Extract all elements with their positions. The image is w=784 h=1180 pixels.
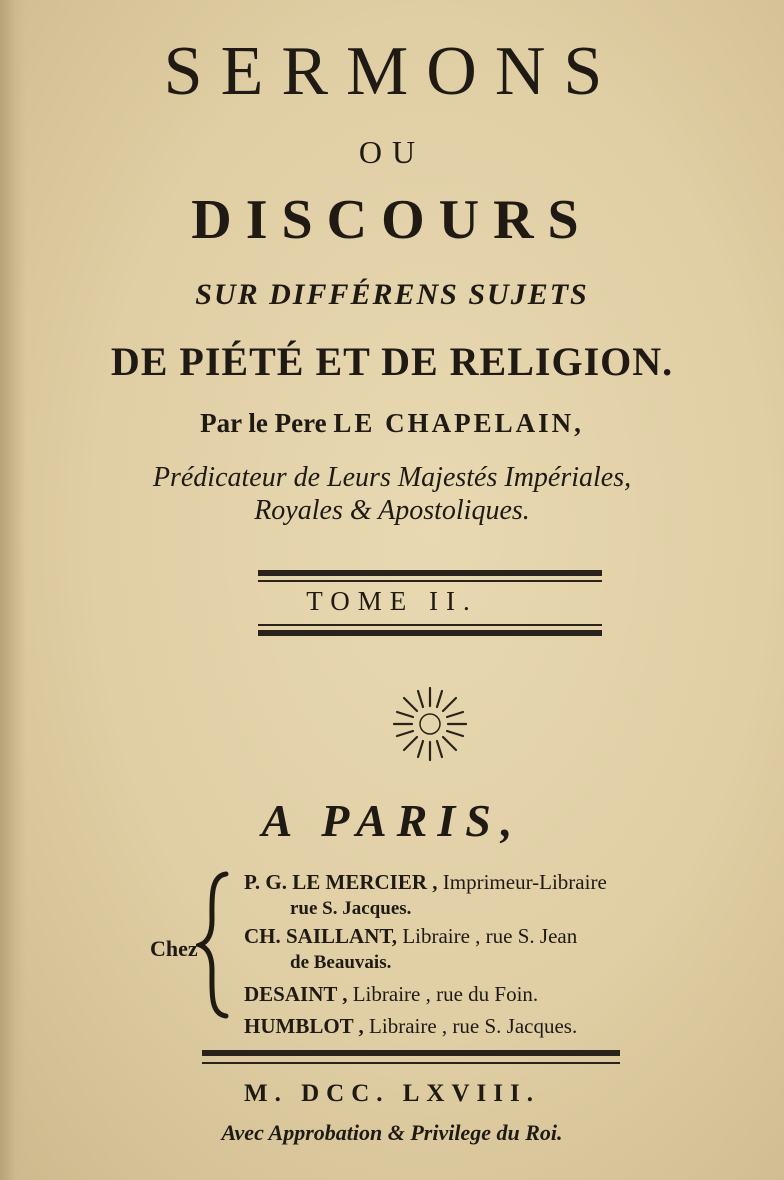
author-role-line-2: Royales & Apostoliques. — [254, 495, 530, 526]
book-subtitle: DISCOURS — [191, 189, 593, 251]
author-name: LE CHAPELAIN, — [333, 408, 584, 438]
publisher-1-detail: Imprimeur-Libraire — [442, 870, 607, 894]
book-title: SERMONS — [163, 33, 621, 110]
publication-year: M. DCC. LXVIII. — [244, 1080, 540, 1107]
title-conjunction: OU — [358, 134, 426, 170]
place-of-publication: A PARIS, — [261, 795, 523, 846]
publisher-1-address: rue S. Jacques. — [290, 898, 412, 919]
curly-brace-icon — [196, 870, 240, 1020]
double-rule-bottom — [258, 630, 602, 636]
publisher-4-name: HUMBLOT , — [244, 1014, 364, 1038]
publisher-1 — [244, 870, 607, 895]
author-line — [0, 408, 784, 439]
volume-label: TOME II. — [306, 586, 478, 616]
publisher-2-detail: Libraire , rue S. Jean — [402, 924, 578, 948]
closing-rule-thin — [202, 1062, 620, 1064]
publisher-3-name: DESAINT , — [244, 982, 348, 1006]
double-rule-top — [258, 570, 602, 576]
sunburst-ornament-icon — [390, 684, 470, 764]
approbation-line: Avec Approbation & Privilege du Roi. — [221, 1120, 563, 1145]
subject-line: SUR DIFFÉRENS SUJETS — [195, 278, 589, 311]
author-role-line-1: Prédicateur de Leurs Majestés Impériales, — [152, 462, 632, 493]
thin-rule-top — [258, 580, 602, 582]
publisher-3 — [244, 982, 538, 1007]
thin-rule-bottom — [258, 624, 602, 626]
publisher-4-detail: Libraire , rue S. Jacques. — [369, 1014, 578, 1038]
subject-line-2: DE PIÉTÉ ET DE RELIGION. — [110, 339, 674, 384]
publisher-3-detail: Libraire , rue du Foin. — [352, 982, 539, 1006]
chez-label: Chez — [150, 936, 198, 961]
publisher-4 — [244, 1014, 577, 1039]
closing-rule-thick — [202, 1050, 620, 1056]
publisher-2-address: de Beauvais. — [290, 952, 392, 973]
publisher-1-name: P. G. LE MERCIER , — [244, 870, 438, 894]
publisher-2 — [244, 924, 577, 949]
author-prefix: Par le Pere — [200, 408, 327, 438]
publisher-2-name: CH. SAILLANT, — [244, 924, 398, 948]
